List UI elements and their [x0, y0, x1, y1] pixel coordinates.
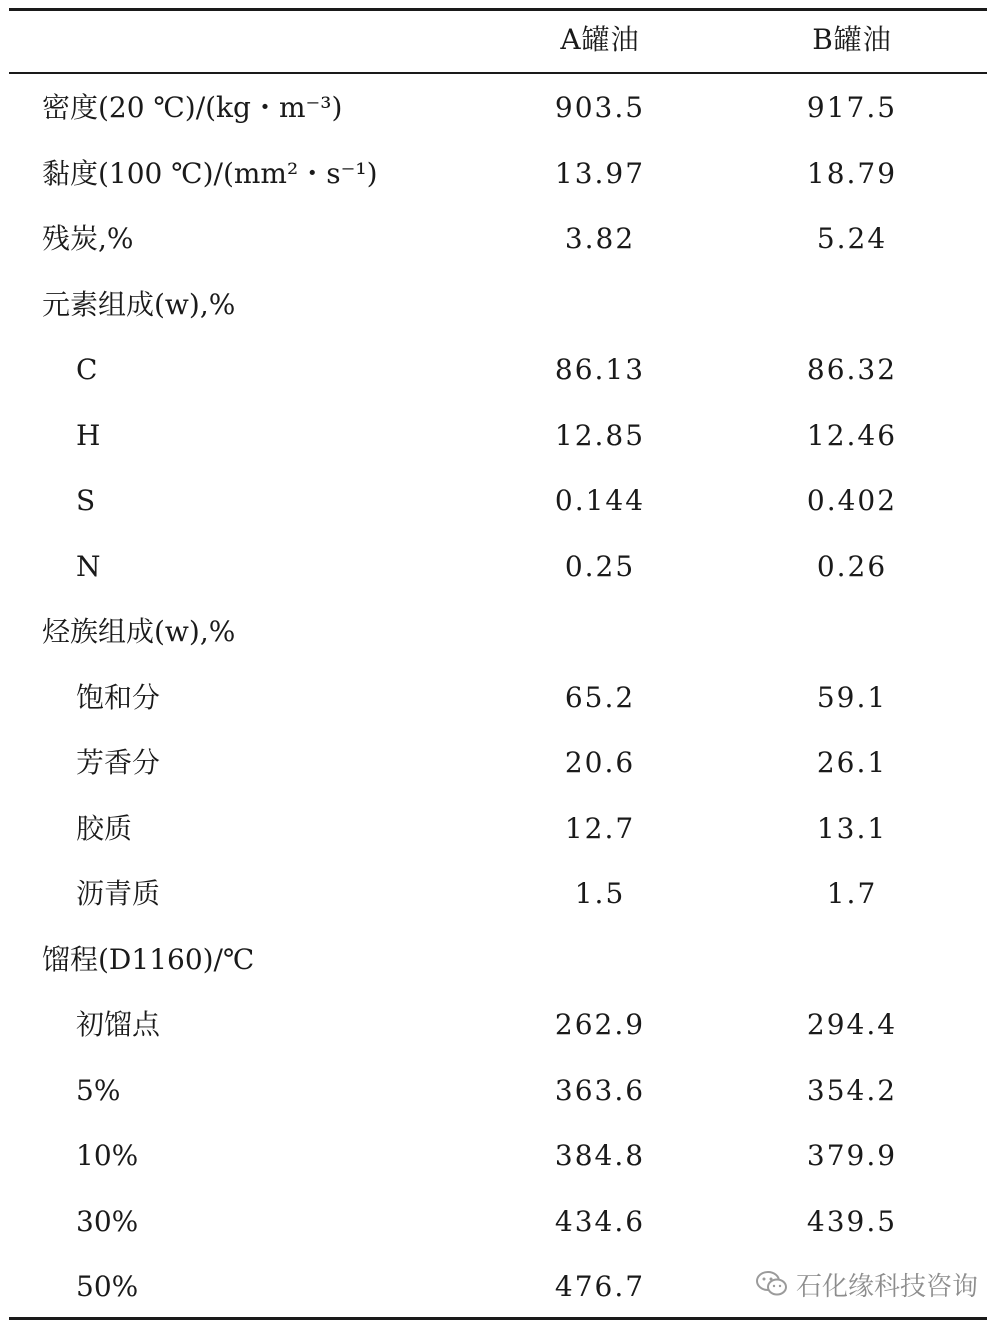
table-header: [0, 20, 992, 60]
cell-a-value: 3.82: [564, 222, 636, 255]
cell-a-value: [500, 285, 700, 325]
cell-a-value: [500, 940, 700, 980]
cell-a-value: 20.6: [564, 746, 636, 779]
row-label: 元素组成(w),%: [42, 287, 236, 321]
table-header-rule: [9, 72, 987, 74]
cell-a-value: 86.13: [554, 353, 646, 386]
cell-a-value: 0.25: [564, 549, 636, 583]
cell-a-value: 434.6: [554, 1204, 646, 1238]
cell-b-value: 12.46: [806, 418, 898, 452]
row-label: 残炭,%: [42, 222, 134, 255]
table-row: [0, 285, 992, 325]
watermark-text: 石化缘科技咨询: [796, 1271, 979, 1302]
cell-a-value: 262.9: [554, 1008, 646, 1041]
cell-b-value: 0.402: [806, 484, 898, 517]
row-label: 饱和分: [76, 680, 161, 714]
cell-a-value: 12.7: [564, 811, 636, 845]
table-row: [0, 612, 992, 652]
watermark: [756, 1262, 978, 1306]
table-row: [0, 809, 992, 849]
cell-b-value: 18.79: [806, 156, 898, 190]
table-row: [0, 940, 992, 980]
table-row: [0, 743, 992, 783]
wechat-icon: [756, 1270, 788, 1298]
cell-b-value: 86.32: [806, 353, 898, 386]
table-top-rule: [9, 8, 987, 11]
table-bottom-rule: [9, 1317, 987, 1320]
table-row: [0, 1202, 992, 1242]
row-label: 沥青质: [76, 877, 161, 910]
table-row: [0, 481, 992, 521]
cell-a-value: 1.5: [574, 877, 626, 910]
row-label: 黏度(100 ℃)/(mm²・s⁻¹): [42, 156, 378, 190]
table-row: [0, 350, 992, 390]
column-header-b: B罐油: [812, 23, 892, 56]
row-label: 30%: [76, 1204, 139, 1238]
row-label: 馏程(D1160)/℃: [42, 942, 255, 976]
row-label: N: [76, 549, 101, 583]
column-header-a: A罐油: [560, 23, 640, 56]
cell-a-value: 476.7: [554, 1270, 646, 1303]
cell-a-value: 12.85: [554, 418, 646, 452]
cell-b-value: 439.5: [806, 1204, 898, 1238]
table-row: [0, 874, 992, 914]
cell-b-value: 917.5: [806, 91, 898, 124]
table-row: [0, 416, 992, 456]
cell-b-value: 13.1: [816, 811, 888, 845]
row-label: C: [76, 353, 98, 386]
cell-a-value: 0.144: [554, 484, 646, 517]
row-label: 芳香分: [76, 746, 161, 779]
cell-b-value: 0.26: [816, 549, 888, 583]
table-row: [0, 1136, 992, 1176]
cell-b-value: 1.7: [826, 877, 878, 910]
cell-b-value: [752, 285, 952, 325]
row-label: 初馏点: [76, 1008, 161, 1041]
table-row: [0, 219, 992, 259]
row-label: 胶质: [76, 811, 133, 845]
table-row: [0, 88, 992, 128]
row-label: 5%: [76, 1073, 121, 1107]
cell-b-value: 26.1: [816, 746, 888, 779]
cell-b-value: 59.1: [816, 680, 888, 714]
cell-b-value: 379.9: [806, 1139, 898, 1172]
row-label: 50%: [76, 1270, 139, 1303]
cell-a-value: 65.2: [564, 680, 636, 714]
cell-a-value: 903.5: [554, 91, 646, 124]
row-label: 10%: [76, 1139, 139, 1172]
table-row: [0, 678, 992, 718]
table-row: [0, 547, 992, 587]
cell-b-value: [752, 940, 952, 980]
row-label: 密度(20 ℃)/(kg・m⁻³): [42, 91, 343, 124]
table-row: [0, 1071, 992, 1111]
cell-b-value: 294.4: [806, 1008, 898, 1041]
cell-a-value: 13.97: [554, 156, 646, 190]
cell-b-value: [752, 612, 952, 652]
row-label: S: [76, 484, 96, 517]
cell-a-value: 363.6: [554, 1073, 646, 1107]
table-row: [0, 154, 992, 194]
table-row: [0, 1005, 992, 1045]
cell-b-value: 5.24: [816, 222, 888, 255]
row-label: H: [76, 418, 101, 452]
cell-a-value: [500, 612, 700, 652]
cell-a-value: 384.8: [554, 1139, 646, 1172]
cell-b-value: 354.2: [806, 1073, 898, 1107]
row-label: 烃族组成(w),%: [42, 615, 236, 648]
